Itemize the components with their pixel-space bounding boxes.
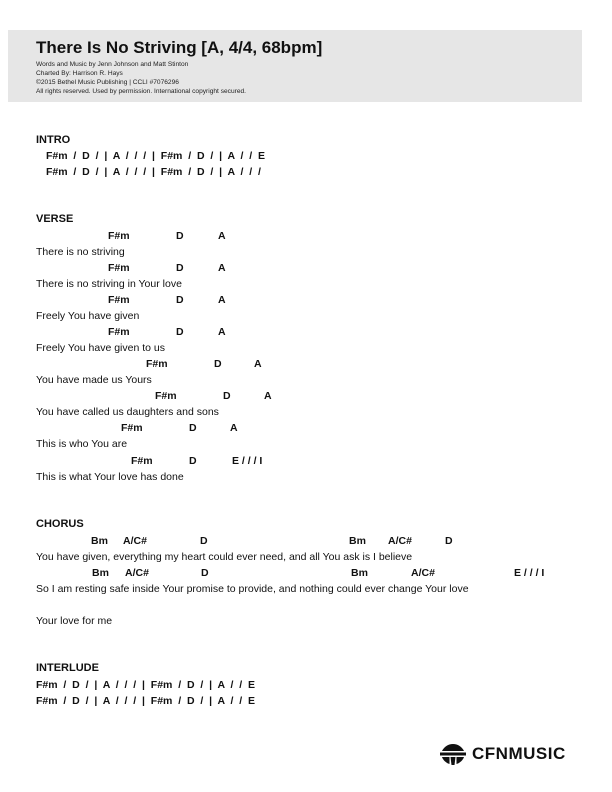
chord: A [264, 390, 272, 402]
chord: E / / / I [232, 455, 263, 467]
chorus-lyric-line: You have given, everything my heart could ever need, and all You ask is I believe [36, 551, 413, 563]
intro-bar-line-2: F#m / D / | A / / / | F#m / D / | A / / / [46, 166, 261, 178]
chord: F#m [108, 326, 130, 338]
verse-chord-line [36, 294, 596, 308]
chord: F#m [121, 422, 143, 434]
verse-chord-line [36, 358, 596, 372]
chord: Bm [91, 535, 108, 547]
verse-chord-line [36, 422, 596, 436]
chord: F#m [108, 262, 130, 274]
verse-lyric-line: This is what Your love has done [36, 471, 184, 483]
verse-heading: VERSE [36, 213, 74, 225]
song-title: There Is No Striving [A, 4/4, 68bpm] [36, 38, 323, 57]
chord: A/C# [123, 535, 147, 547]
chord: A [230, 422, 238, 434]
verse-chord-line [36, 326, 596, 340]
chord: E / / / I [514, 567, 545, 579]
chord: F#m [155, 390, 177, 402]
chord: F#m [131, 455, 153, 467]
chord: A [218, 326, 226, 338]
chord: A/C# [388, 535, 412, 547]
chorus-heading: CHORUS [36, 518, 84, 530]
verse-lyric-line: This is who You are [36, 438, 128, 450]
chord: D [201, 567, 209, 579]
chord: D [445, 535, 453, 547]
chord: F#m [108, 230, 130, 242]
chord: A [254, 358, 262, 370]
chord: A/C# [125, 567, 149, 579]
verse-chord-line [36, 262, 596, 276]
rights-line: All rights reserved. Used by permission. International copyright secured. [36, 88, 246, 95]
chord: D [176, 262, 184, 274]
chord: Bm [351, 567, 368, 579]
cfnmusic-wordmark: CFNMUSIC [472, 744, 566, 763]
chord: A [218, 262, 226, 274]
verse-lyric-line: You have made us Yours [36, 374, 152, 386]
song-credits: Words and Music by Jenn Johnson and Matt Stinton [36, 61, 189, 68]
chord: A [218, 294, 226, 306]
chord: D [223, 390, 231, 402]
verse-chord-line [36, 230, 596, 244]
chorus-chord-line [36, 567, 596, 581]
cfn-cross-logo-icon [438, 742, 468, 766]
interlude-heading: INTERLUDE [36, 662, 99, 674]
chord: D [200, 535, 208, 547]
chord: A [218, 230, 226, 242]
verse-lyric-line: Freely You have given [36, 310, 140, 322]
chord: D [176, 230, 184, 242]
chorus-lyric-line: So I am resting safe inside Your promise to provide, and nothing could ever change Your love [36, 583, 469, 595]
verse-lyric-line: You have called us daughters and sons [36, 406, 219, 418]
chord: F#m [108, 294, 130, 306]
chord: D [176, 326, 184, 338]
interlude-bar-line-1: F#m / D / | A / / / | F#m / D / | A / / E [36, 679, 256, 691]
chord: Bm [349, 535, 366, 547]
verse-lyric-line: There is no striving in Your love [36, 278, 182, 290]
interlude-bar-line-2: F#m / D / | A / / / | F#m / D / | A / / E [36, 695, 256, 707]
chord: D [214, 358, 222, 370]
verse-chord-line [36, 390, 596, 404]
chord: A/C# [411, 567, 435, 579]
chorus-chord-line [36, 535, 596, 549]
chorus-tag-line: Your love for me [36, 615, 113, 627]
verse-lyric-line: Freely You have given to us [36, 342, 166, 354]
song-header [8, 30, 582, 102]
chord: D [176, 294, 184, 306]
verse-chord-line [36, 455, 596, 469]
charted-by: Charted By: Harrison R. Hays [36, 70, 123, 77]
verse-lyric-line: There is no striving [36, 246, 125, 258]
copyright-line: ©2015 Bethel Music Publishing | CCLI #7076296 [36, 79, 179, 86]
chord: F#m [146, 358, 168, 370]
intro-heading: INTRO [36, 134, 71, 146]
intro-bar-line-1: F#m / D / | A / / / | F#m / D / | A / / E [46, 150, 266, 162]
chord: D [189, 455, 197, 467]
chord: Bm [92, 567, 109, 579]
chord: D [189, 422, 197, 434]
